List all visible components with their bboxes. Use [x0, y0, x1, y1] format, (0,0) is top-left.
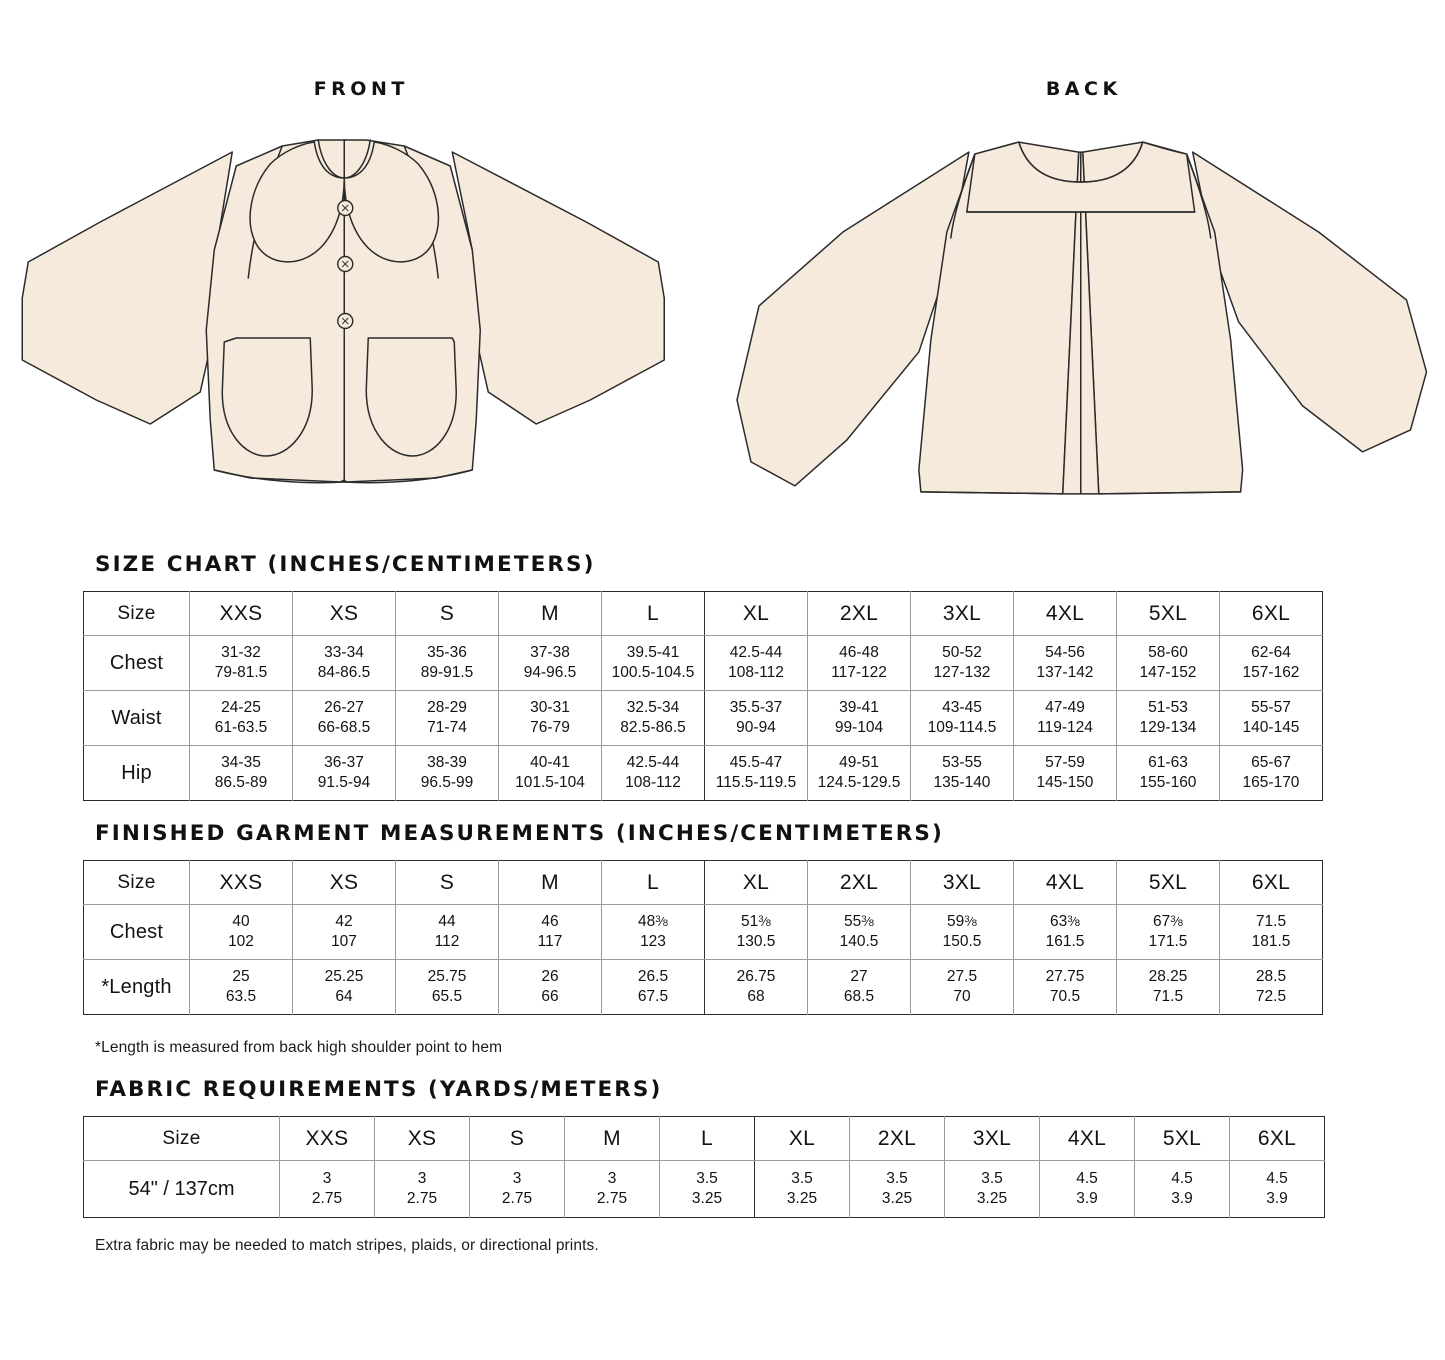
cell-2xl: 49-51 124.5-129.5 [808, 746, 911, 801]
cell-xxs: 3 2.75 [280, 1161, 375, 1218]
cell-5xl: 51-53 129-134 [1117, 691, 1220, 746]
table-header-row [84, 1117, 1325, 1161]
fabric-requirements-title: FABRIC REQUIREMENTS (YARDS/METERS) [95, 1077, 663, 1102]
cell-xs: 26-27 66-68.5 [293, 691, 396, 746]
cell-4xl: 4.5 3.9 [1040, 1161, 1135, 1218]
cell-5xl: 4.5 3.9 [1135, 1161, 1230, 1218]
row-label: Chest [84, 636, 190, 691]
cell-2xl: $55^3⁄_8$ 140.5 [808, 905, 911, 960]
size-chart-title: SIZE CHART (INCHES/CENTIMETERS) [95, 552, 596, 577]
row-label: Chest [84, 905, 190, 960]
header-cell-2xl: 2XL [808, 592, 911, 636]
measurements-content [0, 530, 1445, 1255]
header-cell-2xl: 2XL [808, 861, 911, 905]
length-footnote: *Length is measured from back high shoulder point to hem [95, 1039, 503, 1056]
cell-4xl: 54-56 137-142 [1014, 636, 1117, 691]
cell-l: $48^3⁄_8$ 123 [602, 905, 705, 960]
header-cell-l: L [602, 592, 705, 636]
finished-garment-title: FINISHED GARMENT MEASUREMENTS (INCHES/CENTIMETERS) [95, 821, 944, 846]
row-label: Waist [84, 691, 190, 746]
cell-5xl: $67^3⁄_8$ 171.5 [1117, 905, 1220, 960]
header-cell-3xl: 3XL [911, 861, 1014, 905]
cell-6xl: 71.5 181.5 [1220, 905, 1323, 960]
front-view-label: FRONT [313, 78, 409, 100]
cell-5xl: 28.25 71.5 [1117, 960, 1220, 1015]
cell-3xl: 53-55 135-140 [911, 746, 1014, 801]
cell-xs: 33-34 84-86.5 [293, 636, 396, 691]
cell-s: 35-36 89-91.5 [396, 636, 499, 691]
header-cell-6xl: 6XL [1220, 861, 1323, 905]
finished-garment-table [83, 860, 1323, 1015]
cell-4xl: 47-49 119-124 [1014, 691, 1117, 746]
cell-xs: 36-37 91.5-94 [293, 746, 396, 801]
header-cell-3xl: 3XL [911, 592, 1014, 636]
header-cell-4xl: 4XL [1040, 1117, 1135, 1161]
cell-5xl: 58-60 147-152 [1117, 636, 1220, 691]
cell-xl: 42.5-44 108-112 [705, 636, 808, 691]
fabric-footnote: Extra fabric may be needed to match stripes, plaids, or directional prints. [95, 1237, 599, 1254]
header-cell-xxs: XXS [280, 1117, 375, 1161]
cell-m: 46 117 [499, 905, 602, 960]
button-icon [338, 201, 353, 216]
table-row [84, 691, 1323, 746]
header-cell-xxs: XXS [190, 592, 293, 636]
header-cell-s: S [396, 592, 499, 636]
size-chart-table [83, 591, 1323, 801]
row-label: *Length [84, 960, 190, 1015]
cell-xxs: 25 63.5 [190, 960, 293, 1015]
cell-2xl: 39-41 99-104 [808, 691, 911, 746]
cell-4xl: 27.75 70.5 [1014, 960, 1117, 1015]
cell-5xl: 61-63 155-160 [1117, 746, 1220, 801]
cell-3xl: 27.5 70 [911, 960, 1014, 1015]
cell-xs: 3 2.75 [375, 1161, 470, 1218]
cell-xxs: 31-32 79-81.5 [190, 636, 293, 691]
cell-6xl: 65-67 165-170 [1242, 753, 1300, 791]
header-cell-size: Size [84, 1117, 280, 1161]
header-cell-6xl: 6XL [1230, 1117, 1325, 1161]
button-icon [338, 314, 353, 329]
cell-xs: 42 107 [293, 905, 396, 960]
cell-m: 40-41 101.5-104 [499, 746, 602, 801]
row-label: 54" / 137cm [84, 1161, 280, 1218]
header-cell-m: M [499, 592, 602, 636]
table-row [84, 1161, 1325, 1218]
header-cell-size: Size [84, 592, 190, 636]
cell-xs: 25.25 64 [293, 960, 396, 1015]
back-view-label: BACK [1045, 78, 1122, 100]
header-cell-size: Size [84, 861, 190, 905]
cell-l: 42.5-44 108-112 [602, 746, 705, 801]
cell-4xl: $63^3⁄_8$ 161.5 [1014, 905, 1117, 960]
cell-3xl: 3.5 3.25 [945, 1161, 1040, 1218]
cell-2xl: 27 68.5 [808, 960, 911, 1015]
table-header-row [84, 592, 1323, 636]
cell-m: 3 2.75 [565, 1161, 660, 1218]
header-cell-xxs: XXS [190, 861, 293, 905]
header-cell-l: L [602, 861, 705, 905]
cell-xxs: 34-35 86.5-89 [190, 746, 293, 801]
cell-4xl: 57-59 145-150 [1014, 746, 1117, 801]
cell-m: 30-31 76-79 [499, 691, 602, 746]
cell-s: 44 112 [396, 905, 499, 960]
cell-m: 26 66 [499, 960, 602, 1015]
cell-l: 32.5-34 82.5-86.5 [602, 691, 705, 746]
cell-l: 26.5 67.5 [602, 960, 705, 1015]
header-cell-5xl: 5XL [1117, 592, 1220, 636]
header-cell-m: M [499, 861, 602, 905]
cell-2xl: 3.5 3.25 [850, 1161, 945, 1218]
cell-2xl: 46-48 117-122 [808, 636, 911, 691]
header-cell-2xl: 2XL [850, 1117, 945, 1161]
header-cell-4xl: 4XL [1014, 592, 1117, 636]
cell-xl: 26.75 68 [705, 960, 808, 1015]
header-cell-xs: XS [293, 861, 396, 905]
cell-6xl: 55-57 140-145 [1220, 691, 1323, 746]
cell-3xl: 43-45 109-114.5 [911, 691, 1014, 746]
fabric-requirements-table [83, 1116, 1325, 1218]
technical-drawings [0, 0, 1445, 530]
cell-s: 38-39 96.5-99 [396, 746, 499, 801]
header-cell-3xl: 3XL [945, 1117, 1040, 1161]
header-cell-5xl: 5XL [1117, 861, 1220, 905]
header-cell-xl: XL [705, 861, 808, 905]
table-header-row [84, 861, 1323, 905]
cell-s: 25.75 65.5 [396, 960, 499, 1015]
cell-l: 3.5 3.25 [660, 1161, 755, 1218]
cell-s: 3 2.75 [470, 1161, 565, 1218]
cell-6xl: 4.5 3.9 [1266, 1169, 1288, 1207]
button-icon [338, 257, 353, 272]
header-cell-xs: XS [375, 1117, 470, 1161]
table-row [84, 905, 1323, 960]
cell-xl: 3.5 3.25 [755, 1161, 850, 1218]
header-cell-xl: XL [705, 592, 808, 636]
header-cell-s: S [470, 1117, 565, 1161]
table-row [84, 960, 1323, 1015]
header-cell-5xl: 5XL [1135, 1117, 1230, 1161]
table-row [84, 746, 1323, 801]
header-cell-4xl: 4XL [1014, 861, 1117, 905]
back-view-block [723, 0, 1445, 530]
header-cell-xs: XS [293, 592, 396, 636]
cell-l: 39.5-41 100.5-104.5 [602, 636, 705, 691]
front-view-block [0, 0, 723, 530]
cell-6xl: 62-64 157-162 [1220, 636, 1323, 691]
cell-m: 37-38 94-96.5 [499, 636, 602, 691]
cell-3xl: $59^3⁄_8$ 150.5 [911, 905, 1014, 960]
cell-6xl: 28.5 72.5 [1255, 967, 1287, 1005]
row-label: Hip [84, 746, 190, 801]
header-cell-6xl: 6XL [1220, 592, 1323, 636]
header-cell-m: M [565, 1117, 660, 1161]
cell-xxs: 24-25 61-63.5 [190, 691, 293, 746]
header-cell-xl: XL [755, 1117, 850, 1161]
header-cell-s: S [396, 861, 499, 905]
cell-xl: $51^3⁄_8$ 130.5 [705, 905, 808, 960]
cell-s: 28-29 71-74 [396, 691, 499, 746]
header-cell-l: L [660, 1117, 755, 1161]
cell-xl: 45.5-47 115.5-119.5 [705, 746, 808, 801]
cell-xl: 35.5-37 90-94 [705, 691, 808, 746]
cell-xxs: 40 102 [190, 905, 293, 960]
table-row [84, 636, 1323, 691]
cell-3xl: 50-52 127-132 [911, 636, 1014, 691]
